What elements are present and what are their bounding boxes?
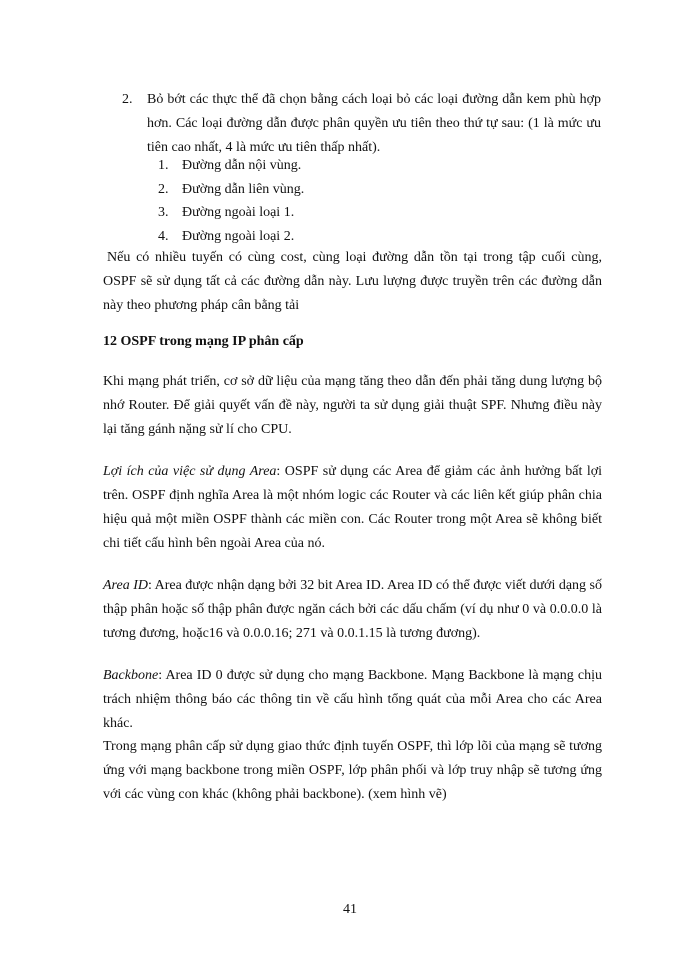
sublist-item-number: 4. bbox=[158, 229, 169, 244]
paragraph-hierarchy: Trong mạng phân cấp sử dụng giao thức định tuyến OSPF, thì lớp lõi của mạng sẽ tương ứng với mạng backbone trong miền OSPF, lớp phân phối và lớp truy nhập sẽ tương ứng với các vùng con khác (không phải backbone). (xem hình vẽ) bbox=[103, 739, 602, 802]
sublist-item-number: 1. bbox=[158, 158, 169, 173]
paragraph-backbone bbox=[103, 664, 602, 736]
sublist-item-number: 2. bbox=[158, 182, 169, 197]
area-id-text: : Area được nhận dạng bởi 32 bit Area ID. Area ID có thể được viết dưới dạng số thập phân hoặc số thập phân được ngăn cách bởi các dấu chấm (ví dụ như 0 và 0.0.0.0 là tương đương, hoặc16 và 0.0.0.16; 271 và 0.0.1.15 là tương đương). bbox=[103, 578, 603, 641]
page-number: 41 bbox=[343, 902, 357, 917]
area-benefit-label: Lợi ích của việc sử dụng Area bbox=[103, 464, 277, 479]
list-item-number: 2. bbox=[122, 92, 133, 107]
paragraph-area-id bbox=[103, 574, 602, 646]
paragraph-cost: Nếu có nhiều tuyến có cùng cost, cùng loại đường dẫn tồn tại trong tập cuối cùng, OSPF sẽ sử dụng tất cả các đường dẫn này. Lưu lượng được truyền trên các đường dẫn này theo phương pháp cân bằng tải bbox=[103, 250, 602, 313]
paragraph-area-benefit bbox=[103, 460, 602, 556]
area-benefit-text: : OSPF sử dụng các Area để giảm các ảnh hưởng bất lợi trên. OSPF định nghĩa Area là một nhóm logic các Router và các liên kết giúp phân chia hiệu quả một miền OSPF thành các miền con. Các Router trong một Area sẽ không biết chi tiết cấu hình bên ngoài Area của nó. bbox=[103, 464, 602, 551]
area-id-label: Area ID bbox=[103, 578, 148, 593]
sublist-item-text: Đường ngoài loại 2. bbox=[182, 229, 295, 244]
paragraph-growth: Khi mạng phát triển, cơ sở dữ liệu của mạng tăng theo dẫn đến phải tăng dung lượng bộ nhớ Router. Để giải quyết vấn đề này, người ta sử dụng giải thuật SPF. Nhưng điều này lại tăng gánh nặng sử lí cho CPU. bbox=[103, 374, 602, 437]
backbone-text: : Area ID 0 được sử dụng cho mạng Backbone. Mạng Backbone là mạng chịu trách nhiệm thông báo các thông tin về cấu hình tổng quát của mỗi Area cho các Area khác. bbox=[103, 668, 602, 731]
sublist-item-text: Đường dẫn liên vùng. bbox=[182, 182, 305, 197]
list-item-text: Bỏ bớt các thực thể đã chọn bằng cách loại bỏ các loại đường dẫn kem phù hợp hơn. Các loại đường dẫn được phân quyền ưu tiên theo thứ tự sau: (1 là mức ưu tiên cao nhất, 4 là mức ưu tiên thấp nhất). bbox=[147, 92, 601, 155]
backbone-label: Backbone bbox=[103, 668, 159, 683]
sublist-item-text: Đường ngoài loại 1. bbox=[182, 205, 295, 220]
sublist-item-text: Đường dẫn nội vùng. bbox=[182, 158, 302, 173]
sublist-item-number: 3. bbox=[158, 205, 169, 220]
section-heading: 12 OSPF trong mạng IP phân cấp bbox=[103, 334, 304, 349]
